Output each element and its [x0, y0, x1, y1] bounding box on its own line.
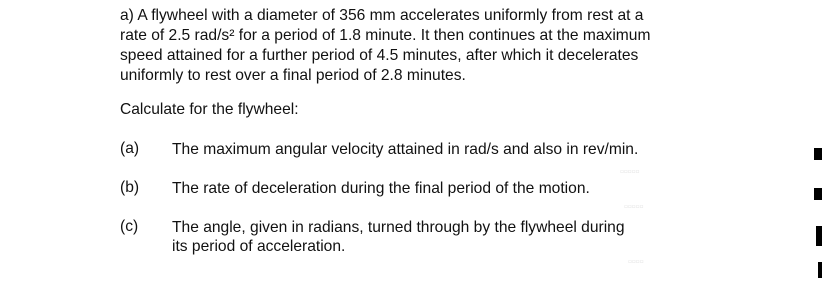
problem-statement [120, 6, 710, 86]
faint-mark: ▫▫▫▫▫ [624, 201, 644, 213]
edge-artifact [814, 188, 822, 200]
faint-mark: ▫▫▫▫▫ [620, 166, 640, 178]
item-text-line: its period of acceleration. [172, 238, 346, 255]
item-text-line: The maximum angular velocity attained in rad/s and also in rev/min. [172, 141, 639, 158]
calculate-heading: Calculate for the flywheel: [120, 101, 299, 118]
edge-artifact [818, 262, 822, 278]
item-text [172, 140, 638, 159]
problem-line: a) A flywheel with a diameter of 356 mm accelerates uniformly from rest at a [120, 7, 644, 24]
item-text-line: The rate of deceleration during the final period of the motion. [172, 180, 590, 197]
item-label: (b) [120, 179, 140, 196]
problem-line: uniformly to rest over a final period of 2.8 minutes. [120, 67, 466, 84]
edge-artifact [816, 226, 822, 246]
edge-artifact [814, 148, 822, 160]
item-text [172, 179, 590, 198]
problem-line: speed attained for a further period of 4.5 minutes, after which it decelerates [120, 47, 639, 64]
item-text [172, 218, 625, 256]
faint-mark: ▫▫▫▫ [628, 256, 644, 268]
item-label: (a) [120, 140, 140, 157]
item-text-line: The angle, given in radians, turned through by the flywheel during [172, 219, 625, 236]
problem-line: rate of 2.5 rad/s² for a period of 1.8 minute. It then continues at the maximum [120, 27, 651, 44]
item-label: (c) [120, 218, 139, 235]
